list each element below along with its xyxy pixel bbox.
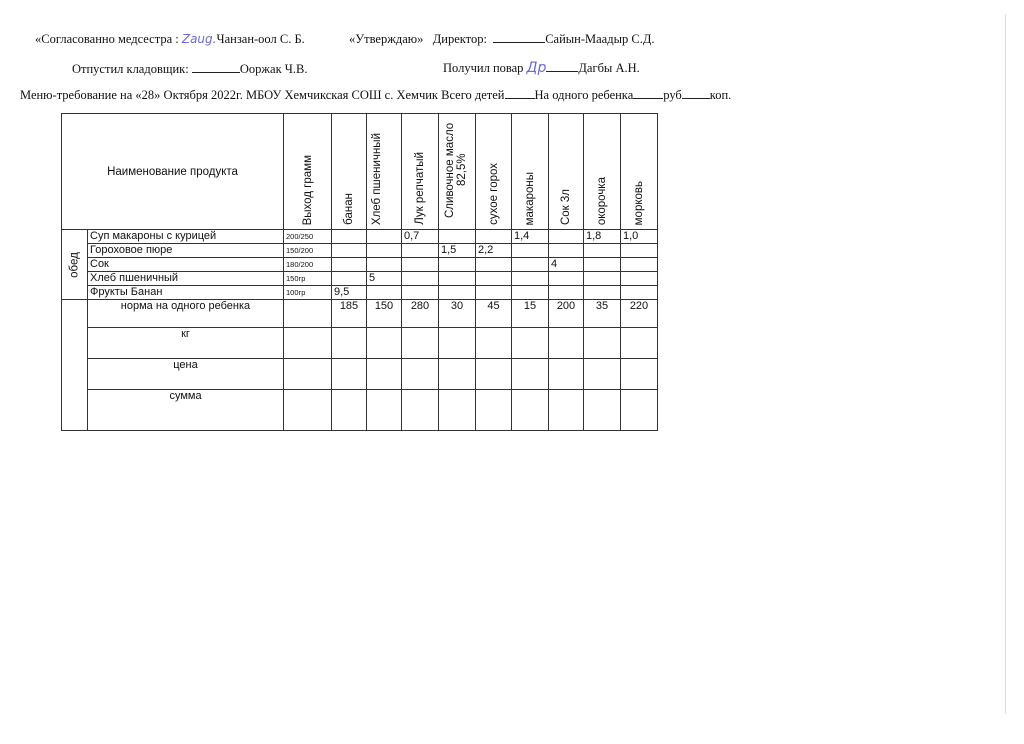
cell bbox=[584, 286, 621, 300]
meal-spacer bbox=[62, 300, 88, 431]
cell bbox=[584, 258, 621, 272]
dish-output: 150гр bbox=[284, 272, 332, 286]
agreed-label: «Согласованно медсестра : bbox=[35, 32, 179, 46]
cell bbox=[621, 244, 658, 258]
nurse-name: Чанзан-оол С. Б. bbox=[216, 32, 305, 46]
col-header: окорочка bbox=[584, 114, 621, 230]
cell: 1,5 bbox=[439, 244, 476, 258]
cell bbox=[402, 328, 439, 359]
storekeeper-label: Отпустил кладовщик: bbox=[72, 62, 189, 76]
cell bbox=[284, 300, 332, 328]
children-blank bbox=[505, 98, 535, 99]
cell bbox=[402, 272, 439, 286]
cell bbox=[439, 390, 476, 431]
approve-label: «Утверждаю» bbox=[349, 32, 424, 46]
cell bbox=[584, 244, 621, 258]
menu-requirement-line bbox=[20, 88, 731, 103]
cell bbox=[584, 272, 621, 286]
cell bbox=[332, 258, 367, 272]
cell bbox=[284, 328, 332, 359]
cell bbox=[284, 390, 332, 431]
cell bbox=[621, 328, 658, 359]
cell bbox=[621, 359, 658, 390]
price-label: цена bbox=[88, 359, 284, 390]
norm-value: 150 bbox=[367, 300, 402, 328]
cell bbox=[512, 244, 549, 258]
menu-line-c: руб bbox=[663, 88, 682, 102]
norm-label: норма на одного ребенка bbox=[88, 300, 284, 328]
cell bbox=[621, 258, 658, 272]
cell bbox=[439, 286, 476, 300]
dish-name: Гороховое пюре bbox=[88, 244, 284, 258]
sum-row bbox=[62, 390, 658, 431]
output-header: Выход грамм bbox=[284, 114, 332, 230]
cell bbox=[402, 390, 439, 431]
norm-value: 35 bbox=[584, 300, 621, 328]
kg-label: кг bbox=[88, 328, 284, 359]
storekeeper-blank bbox=[192, 72, 240, 73]
col-header: Хлеб пшеничный bbox=[367, 114, 402, 230]
cell bbox=[439, 258, 476, 272]
cook-line bbox=[443, 60, 640, 76]
cell bbox=[402, 286, 439, 300]
nurse-signature-icon: Zaug. bbox=[181, 32, 217, 46]
cell bbox=[549, 328, 584, 359]
cell bbox=[402, 258, 439, 272]
cell bbox=[367, 230, 402, 244]
cell bbox=[284, 359, 332, 390]
kg-row bbox=[62, 328, 658, 359]
cook-blank bbox=[546, 71, 578, 72]
cell bbox=[512, 258, 549, 272]
cell bbox=[439, 230, 476, 244]
dish-output: 180/200 bbox=[284, 258, 332, 272]
cell bbox=[549, 272, 584, 286]
cell bbox=[332, 359, 367, 390]
table-row bbox=[62, 258, 658, 272]
cell bbox=[332, 244, 367, 258]
meal-label: обед bbox=[62, 230, 88, 300]
cell bbox=[367, 328, 402, 359]
dish-name: Суп макароны с курицей bbox=[88, 230, 284, 244]
cell bbox=[621, 390, 658, 431]
product-header: Наименование продукта bbox=[62, 114, 284, 230]
cell bbox=[512, 328, 549, 359]
page-edge bbox=[1005, 14, 1006, 714]
menu-line-b: На одного ребенка bbox=[534, 88, 634, 102]
col-header: Сок 3л bbox=[549, 114, 584, 230]
cell bbox=[476, 272, 512, 286]
sum-label: сумма bbox=[88, 390, 284, 431]
director-name: Сайын-Маадыр С.Д. bbox=[545, 32, 655, 46]
cell bbox=[367, 244, 402, 258]
menu-line-d: коп. bbox=[709, 88, 732, 102]
cell: 1,0 bbox=[621, 230, 658, 244]
cell bbox=[584, 359, 621, 390]
dish-output: 150/200 bbox=[284, 244, 332, 258]
director-blank bbox=[493, 42, 545, 43]
cell bbox=[512, 390, 549, 431]
table-row bbox=[62, 286, 658, 300]
cell bbox=[367, 390, 402, 431]
kop-blank bbox=[682, 98, 710, 99]
cell bbox=[476, 390, 512, 431]
cell bbox=[549, 230, 584, 244]
col-header: морковь bbox=[621, 114, 658, 230]
norm-row bbox=[62, 300, 658, 328]
storekeeper-name: Ооржак Ч.В. bbox=[239, 62, 308, 76]
dish-name: Фрукты Банан bbox=[88, 286, 284, 300]
cell bbox=[476, 258, 512, 272]
cell bbox=[621, 286, 658, 300]
director-label: Директор: bbox=[432, 32, 487, 46]
cell bbox=[332, 272, 367, 286]
cell bbox=[367, 359, 402, 390]
cook-label: Получил повар bbox=[443, 61, 524, 75]
cell bbox=[476, 230, 512, 244]
dish-name: Сок bbox=[88, 258, 284, 272]
col-header: Лук репчатый bbox=[402, 114, 439, 230]
cell: 9,5 bbox=[332, 286, 367, 300]
cell bbox=[584, 390, 621, 431]
col-header: макароны bbox=[512, 114, 549, 230]
cell: 1,4 bbox=[512, 230, 549, 244]
menu-table bbox=[61, 113, 658, 431]
cell bbox=[476, 328, 512, 359]
norm-value: 200 bbox=[549, 300, 584, 328]
norm-value: 185 bbox=[332, 300, 367, 328]
cell bbox=[549, 390, 584, 431]
cell: 0,7 bbox=[402, 230, 439, 244]
dish-output: 200/250 bbox=[284, 230, 332, 244]
cell: 1,8 bbox=[584, 230, 621, 244]
cell: 5 bbox=[367, 272, 402, 286]
cell bbox=[439, 272, 476, 286]
cell: 4 bbox=[549, 258, 584, 272]
cell bbox=[332, 328, 367, 359]
price-row bbox=[62, 359, 658, 390]
rub-blank bbox=[633, 98, 663, 99]
dish-output: 100гр bbox=[284, 286, 332, 300]
cell bbox=[367, 286, 402, 300]
norm-value: 15 bbox=[512, 300, 549, 328]
approval-line bbox=[35, 32, 654, 47]
cell bbox=[367, 258, 402, 272]
cell bbox=[512, 286, 549, 300]
cell bbox=[621, 272, 658, 286]
norm-value: 220 bbox=[621, 300, 658, 328]
cook-name: Дагбы А.Н. bbox=[578, 61, 640, 75]
cell bbox=[549, 244, 584, 258]
cell bbox=[549, 359, 584, 390]
cell bbox=[512, 359, 549, 390]
col-header: банан bbox=[332, 114, 367, 230]
cell bbox=[332, 230, 367, 244]
dish-name: Хлеб пшеничный bbox=[88, 272, 284, 286]
table-row bbox=[62, 272, 658, 286]
cell bbox=[439, 359, 476, 390]
table-header-row bbox=[62, 114, 658, 230]
cell bbox=[549, 286, 584, 300]
cook-signature-icon: Др bbox=[526, 60, 547, 76]
cell bbox=[476, 286, 512, 300]
cell bbox=[512, 272, 549, 286]
menu-line-a: Меню-требование на «28» Октября 2022г. МБОУ Хемчикская СОШ с. Хемчик Всего детей bbox=[20, 88, 505, 102]
norm-value: 280 bbox=[402, 300, 439, 328]
table-row bbox=[62, 230, 658, 244]
cell bbox=[439, 328, 476, 359]
storekeeper-line bbox=[72, 62, 307, 77]
cell bbox=[332, 390, 367, 431]
norm-value: 30 bbox=[439, 300, 476, 328]
cell bbox=[402, 359, 439, 390]
norm-value: 45 bbox=[476, 300, 512, 328]
cell bbox=[584, 328, 621, 359]
table-row bbox=[62, 244, 658, 258]
cell: 2,2 bbox=[476, 244, 512, 258]
col-header: Сливочное масло 82,5% bbox=[439, 114, 476, 230]
col-header: сухое горох bbox=[476, 114, 512, 230]
cell bbox=[476, 359, 512, 390]
cell bbox=[402, 244, 439, 258]
